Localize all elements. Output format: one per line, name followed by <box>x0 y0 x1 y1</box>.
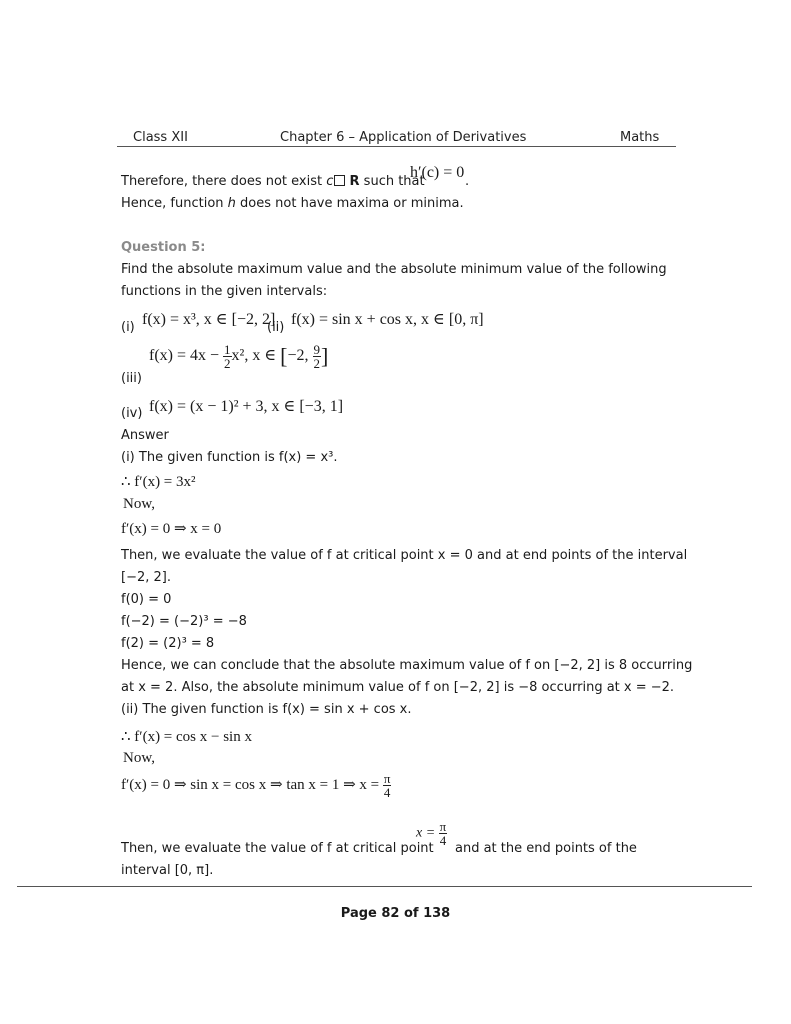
answer-title: Answer <box>121 428 169 443</box>
numerator: 9 <box>313 342 321 357</box>
intro-line-1 <box>121 174 425 190</box>
text: f(x) = 4x − <box>149 347 224 365</box>
fraction <box>383 772 392 799</box>
part-label-iv: (iv) <box>121 406 143 421</box>
answer-ii-deriv: ∴ f′(x) = cos x − sin x <box>121 729 252 745</box>
header-divider <box>117 146 676 147</box>
part-label-iii: (iii) <box>121 371 142 386</box>
set-R: R <box>349 174 360 189</box>
answer-i-now: Now, <box>123 496 155 512</box>
answer-i-concl-1: Hence, we can conclude that the absolute maximum value of f on [−2, 2] is 8 occurring <box>121 658 693 673</box>
part-math-iv: f(x) = (x − 1)² + 3, x ∈ [−3, 1] <box>149 398 344 415</box>
answer-ii-intro: (ii) The given function is f(x) = sin x + cos x. <box>121 702 412 717</box>
text: x = <box>416 825 439 841</box>
answer-i-crit: f′(x) = 0 ⇒ x = 0 <box>121 521 222 537</box>
denominator: 4 <box>383 785 391 800</box>
answer-ii-eval-pre: Then, we evaluate the value of f at critical point <box>121 841 434 856</box>
text: does not have maxima or minima. <box>235 196 464 211</box>
var-h: h <box>227 196 236 211</box>
answer-ii-eval-post: and at the end points of the <box>455 841 637 856</box>
numerator: π <box>383 771 391 786</box>
footer-divider <box>17 886 752 887</box>
answer-ii-eval-math <box>416 820 447 847</box>
bracket: [ <box>280 343 288 369</box>
text: −2, <box>287 347 313 365</box>
denominator: 2 <box>224 356 231 371</box>
fraction <box>439 820 448 847</box>
part-label-i: (i) <box>121 320 135 335</box>
part-label-ii: (ii) <box>267 320 285 335</box>
header-class: Class XII <box>133 130 188 145</box>
answer-i-intro: (i) The given function is f(x) = x³. <box>121 450 338 465</box>
answer-ii-now: Now, <box>123 750 155 766</box>
question-text-2: functions in the given intervals: <box>121 284 328 299</box>
answer-ii-eval-2: interval [0, π]. <box>121 863 214 878</box>
var-c: c <box>326 174 334 189</box>
text: such that <box>359 174 425 189</box>
question-text-1: Find the absolute maximum value and the absolute minimum value of the following <box>121 262 667 277</box>
intro-line-2 <box>121 196 464 212</box>
answer-i-eval-1: Then, we evaluate the value of f at critical point x = 0 and at end points of the interval <box>121 548 688 563</box>
bracket: ] <box>321 343 329 369</box>
fraction <box>223 343 232 370</box>
answer-i-value-1: f(0) = 0 <box>121 592 172 607</box>
period: . <box>465 174 470 189</box>
part-math-i: f(x) = x³, x ∈ [−2, 2] <box>142 311 276 328</box>
answer-i-deriv: ∴ f′(x) = 3x² <box>121 474 196 490</box>
math-h-prime: h′(c) = 0 <box>410 164 465 181</box>
text: x², x ∈ <box>231 347 281 365</box>
page-number: Page 82 of 138 <box>340 906 451 921</box>
part-math-iii <box>149 343 328 370</box>
text: Therefore, there does not exist <box>121 174 327 189</box>
header-subject: Maths <box>620 130 660 145</box>
denominator: 2 <box>313 356 321 371</box>
answer-i-value-3: f(2) = (2)³ = 8 <box>121 636 215 651</box>
text: f′(x) = 0 ⇒ sin x = cos x ⇒ tan x = 1 ⇒ x = <box>121 776 383 793</box>
missing-glyph-icon <box>334 175 345 186</box>
answer-ii-crit <box>121 772 391 799</box>
part-math-ii: f(x) = sin x + cos x, x ∈ [0, π] <box>291 311 484 328</box>
fraction <box>313 343 322 370</box>
header-chapter: Chapter 6 – Application of Derivatives <box>280 130 527 145</box>
numerator: π <box>439 819 447 834</box>
question-title: Question 5: <box>121 240 206 255</box>
answer-i-concl-2: at x = 2. Also, the absolute minimum value of f on [−2, 2] is −8 occurring at x = −2. <box>121 680 675 695</box>
text: Hence, function <box>121 196 228 211</box>
denominator: 4 <box>439 833 447 848</box>
numerator: 1 <box>224 342 231 357</box>
answer-i-value-2: f(−2) = (−2)³ = −8 <box>121 614 247 629</box>
answer-i-eval-2: [−2, 2]. <box>121 570 171 585</box>
